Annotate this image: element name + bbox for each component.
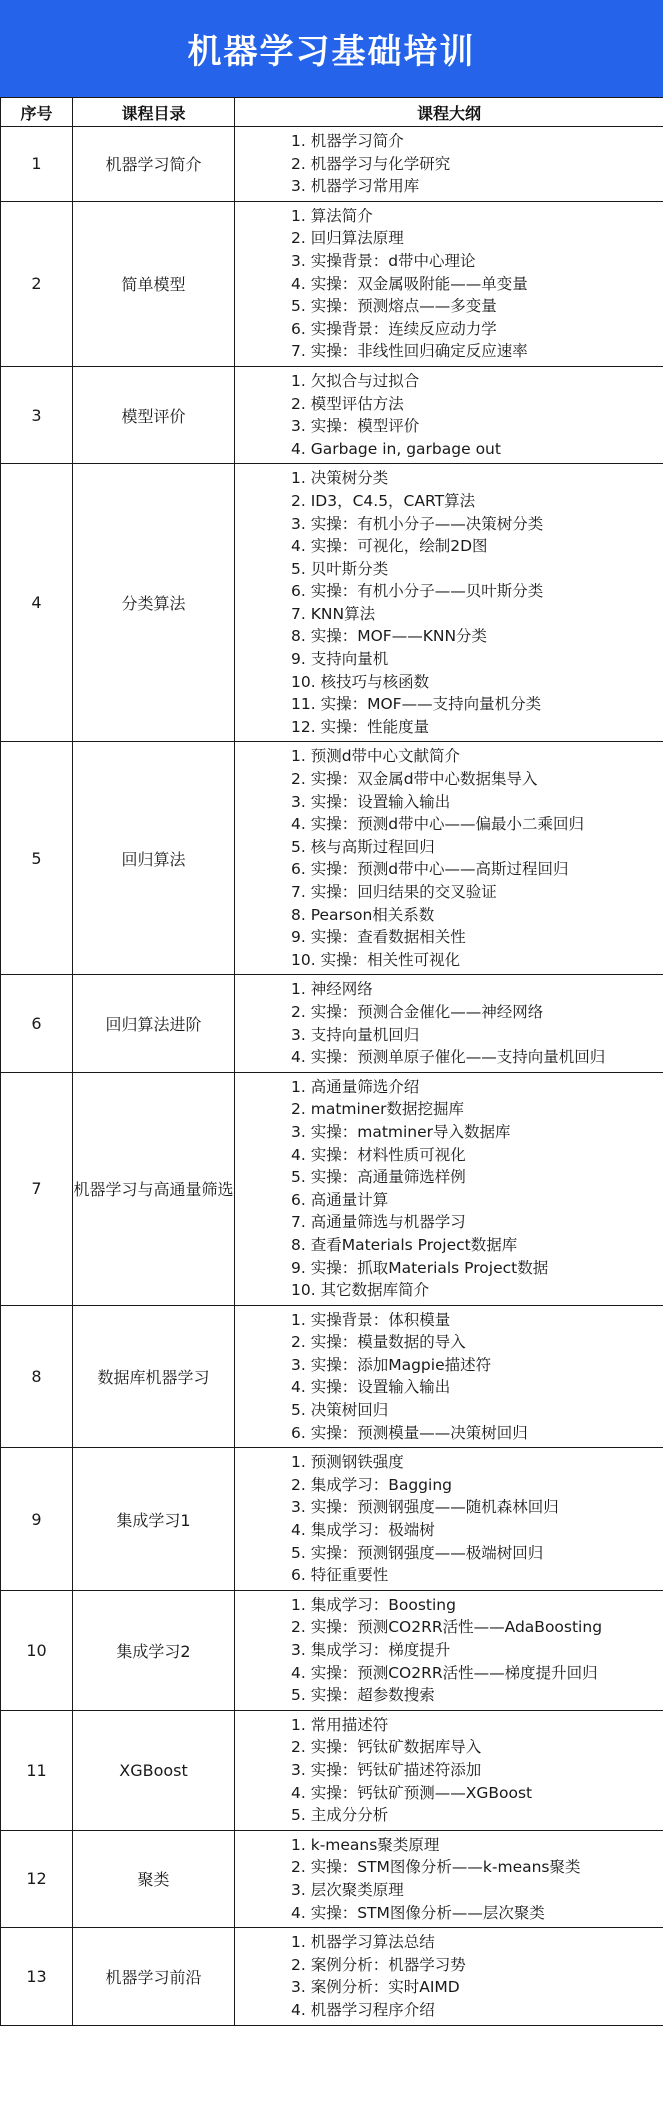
course-name: 集成学习1 xyxy=(73,1448,235,1591)
course-name: 模型评价 xyxy=(73,366,235,463)
header-no: 序号 xyxy=(1,98,73,127)
outline-item: 10. 实操：相关性可视化 xyxy=(291,950,461,969)
outline-item: 6. 实操：预测模量——决策树回归 xyxy=(291,1423,528,1442)
course-name: XGBoost xyxy=(73,1710,235,1830)
outline-item: 5. 实操：高通量筛选样例 xyxy=(291,1168,466,1187)
outline-item: 3. 机器学习常用库 xyxy=(291,177,420,196)
row-number: 6 xyxy=(1,975,73,1072)
row-number: 7 xyxy=(1,1072,73,1305)
outline-item: 6. 实操：预测d带中心——高斯过程回归 xyxy=(291,860,569,879)
outline-item: 3. 实操：钙钛矿描述符添加 xyxy=(291,1760,482,1779)
outline-item: 4. Garbage in, garbage out xyxy=(291,439,501,458)
course-outline xyxy=(235,1928,663,2025)
row-number: 13 xyxy=(1,1928,73,2025)
outline-item: 1. 算法简介 xyxy=(291,206,373,225)
row-number: 8 xyxy=(1,1305,73,1448)
header-outline: 课程大纲 xyxy=(235,98,663,127)
outline-item: 4. 实操：双金属吸附能——单变量 xyxy=(291,274,528,293)
outline-item: 3. 实操背景：d带中心理论 xyxy=(291,251,476,270)
outline-item: 2. ID3，C4.5，CART算法 xyxy=(291,491,476,510)
outline-item: 3. 实操：预测钢强度——随机森林回归 xyxy=(291,1498,559,1517)
table-body xyxy=(1,127,663,2026)
outline-item: 1. 高通量筛选介绍 xyxy=(291,1077,420,1096)
course-outline xyxy=(235,742,663,975)
outline-item: 7. 实操：回归结果的交叉验证 xyxy=(291,883,497,901)
outline-item: 5. 核与高斯过程回归 xyxy=(291,837,435,856)
outline-item: 4. 实操：钙钛矿预测——XGBoost xyxy=(291,1783,533,1802)
outline-item: 1. k-means聚类原理 xyxy=(291,1835,440,1854)
outline-item: 3. 实操：有机小分子——决策树分类 xyxy=(291,514,544,533)
outline-item: 4. 实操：预测CO2RR活性——梯度提升回归 xyxy=(291,1663,598,1682)
course-outline xyxy=(235,1830,663,1927)
outline-item: 7. KNN算法 xyxy=(291,604,376,623)
outline-item: 7. 高通量筛选与机器学习 xyxy=(291,1213,466,1232)
outline-item: 1. 机器学习算法总结 xyxy=(291,1933,435,1952)
table-row xyxy=(1,1072,663,1305)
outline-item: 12. 实操：性能度量 xyxy=(291,717,430,736)
outline-item: 4. 实操：设置输入输出 xyxy=(291,1378,451,1397)
page-title: 机器学习基础培训 xyxy=(0,0,663,97)
outline-item: 3. 实操：matminer导入数据库 xyxy=(291,1122,511,1141)
row-number: 10 xyxy=(1,1590,73,1710)
course-outline xyxy=(235,1590,663,1710)
table-header-row xyxy=(1,98,663,127)
outline-item: 1. 神经网络 xyxy=(291,980,373,999)
table-row xyxy=(1,1830,663,1927)
course-outline xyxy=(235,201,663,366)
row-number: 1 xyxy=(1,127,73,202)
course-outline xyxy=(235,975,663,1072)
outline-item: 1. 机器学习简介 xyxy=(291,132,404,150)
outline-item: 2. 集成学习：Bagging xyxy=(291,1475,452,1494)
outline-item: 3. 实操：添加Magpie描述符 xyxy=(291,1355,492,1374)
course-name: 机器学习与高通量筛选 xyxy=(73,1072,235,1305)
course-name: 数据库机器学习 xyxy=(73,1305,235,1448)
outline-item: 5. 主成分分析 xyxy=(291,1806,389,1825)
row-number: 5 xyxy=(1,742,73,975)
outline-item: 9. 实操：查看数据相关性 xyxy=(291,928,466,947)
table-row xyxy=(1,201,663,366)
table-row xyxy=(1,1448,663,1591)
outline-item: 2. 模型评估方法 xyxy=(291,394,404,413)
course-name: 聚类 xyxy=(73,1830,235,1927)
row-number: 12 xyxy=(1,1830,73,1927)
outline-item: 9. 支持向量机 xyxy=(291,650,389,669)
outline-item: 4. 集成学习：极端树 xyxy=(291,1521,435,1540)
outline-item: 4. 实操：预测d带中心——偏最小二乘回归 xyxy=(291,815,585,834)
table-row xyxy=(1,1710,663,1830)
outline-item: 2. 案例分析：机器学习势 xyxy=(291,1955,466,1974)
outline-item: 3. 实操：设置输入输出 xyxy=(291,792,451,811)
outline-item: 2. 实操：钙钛矿数据库导入 xyxy=(291,1738,482,1757)
outline-item: 1. 常用描述符 xyxy=(291,1715,389,1734)
outline-item: 3. 层次聚类原理 xyxy=(291,1880,404,1899)
outline-item: 10. 其它数据库简介 xyxy=(291,1281,430,1300)
table-row xyxy=(1,1928,663,2025)
outline-item: 8. Pearson相关系数 xyxy=(291,905,435,924)
row-number: 4 xyxy=(1,464,73,742)
outline-item: 4. 实操：材料性质可视化 xyxy=(291,1145,466,1164)
table-row xyxy=(1,1305,663,1448)
outline-item: 5. 实操：超参数搜索 xyxy=(291,1686,435,1705)
course-outline xyxy=(235,464,663,742)
table-row xyxy=(1,975,663,1072)
row-number: 2 xyxy=(1,201,73,366)
course-outline xyxy=(235,1448,663,1591)
row-number: 3 xyxy=(1,366,73,463)
outline-item: 8. 查看Materials Project数据库 xyxy=(291,1235,518,1254)
outline-item: 1. 集成学习：Boosting xyxy=(291,1595,456,1614)
outline-item: 5. 贝叶斯分类 xyxy=(291,559,389,578)
outline-item: 3. 实操：模型评价 xyxy=(291,417,420,436)
outline-item: 6. 实操背景：连续反应动力学 xyxy=(291,319,497,338)
course-name: 分类算法 xyxy=(73,464,235,742)
outline-item: 9. 实操：抓取Materials Project数据 xyxy=(291,1258,549,1277)
outline-item: 3. 案例分析：实时AIMD xyxy=(291,1978,460,1997)
outline-item: 1. 欠拟合与过拟合 xyxy=(291,371,420,390)
table-row xyxy=(1,1590,663,1710)
course-outline xyxy=(235,1072,663,1305)
outline-item: 2. 机器学习与化学研究 xyxy=(291,154,451,173)
outline-item: 1. 预测钢铁强度 xyxy=(291,1453,404,1472)
outline-item: 5. 实操：预测熔点——多变量 xyxy=(291,297,497,316)
course-name: 简单模型 xyxy=(73,201,235,366)
outline-item: 2. 实操：STM图像分析——k-means聚类 xyxy=(291,1858,581,1877)
outline-item: 4. 实操：STM图像分析——层次聚类 xyxy=(291,1903,545,1922)
outline-item: 2. 实操：预测合金催化——神经网络 xyxy=(291,1002,544,1021)
row-number: 9 xyxy=(1,1448,73,1591)
outline-item: 5. 实操：预测钢强度——极端树回归 xyxy=(291,1543,544,1562)
outline-item: 5. 决策树回归 xyxy=(291,1401,389,1420)
outline-item: 2. 实操：模量数据的导入 xyxy=(291,1333,466,1352)
outline-item: 4. 实操：可视化，绘制2D图 xyxy=(291,537,488,556)
table-row xyxy=(1,742,663,975)
course-table xyxy=(0,97,663,2026)
outline-item: 3. 集成学习：梯度提升 xyxy=(291,1641,451,1659)
outline-item: 1. 预测d带中心文献简介 xyxy=(291,747,461,766)
outline-item: 2. 实操：双金属d带中心数据集导入 xyxy=(291,770,538,789)
outline-item: 10. 核技巧与核函数 xyxy=(291,672,430,691)
outline-item: 2. 实操：预测CO2RR活性——AdaBoosting xyxy=(291,1618,603,1637)
course-outline xyxy=(235,1710,663,1830)
outline-item: 8. 实操：MOF——KNN分类 xyxy=(291,627,488,646)
outline-item: 1. 实操背景：体积模量 xyxy=(291,1310,451,1329)
header-course: 课程目录 xyxy=(73,98,235,127)
course-outline xyxy=(235,127,663,202)
outline-item: 4. 机器学习程序介绍 xyxy=(291,2000,435,2019)
course-outline xyxy=(235,366,663,463)
outline-item: 7. 实操：非线性回归确定反应速率 xyxy=(291,342,528,361)
outline-item: 6. 特征重要性 xyxy=(291,1566,389,1585)
course-name: 集成学习2 xyxy=(73,1590,235,1710)
course-outline xyxy=(235,1305,663,1448)
outline-item: 11. 实操：MOF——支持向量机分类 xyxy=(291,695,542,714)
course-name: 机器学习简介 xyxy=(73,127,235,202)
outline-item: 4. 实操：预测单原子催化——支持向量机回归 xyxy=(291,1048,606,1067)
outline-item: 2. matminer数据挖掘库 xyxy=(291,1100,465,1119)
course-name: 机器学习前沿 xyxy=(73,1928,235,2025)
table-row xyxy=(1,366,663,463)
course-name: 回归算法进阶 xyxy=(73,975,235,1072)
outline-item: 6. 高通量计算 xyxy=(291,1190,389,1209)
outline-item: 3. 支持向量机回归 xyxy=(291,1025,420,1044)
outline-item: 6. 实操：有机小分子——贝叶斯分类 xyxy=(291,582,544,601)
outline-item: 2. 回归算法原理 xyxy=(291,229,404,248)
table-row xyxy=(1,464,663,742)
table-row xyxy=(1,127,663,202)
course-name: 回归算法 xyxy=(73,742,235,975)
row-number: 11 xyxy=(1,1710,73,1830)
outline-item: 1. 决策树分类 xyxy=(291,469,389,488)
